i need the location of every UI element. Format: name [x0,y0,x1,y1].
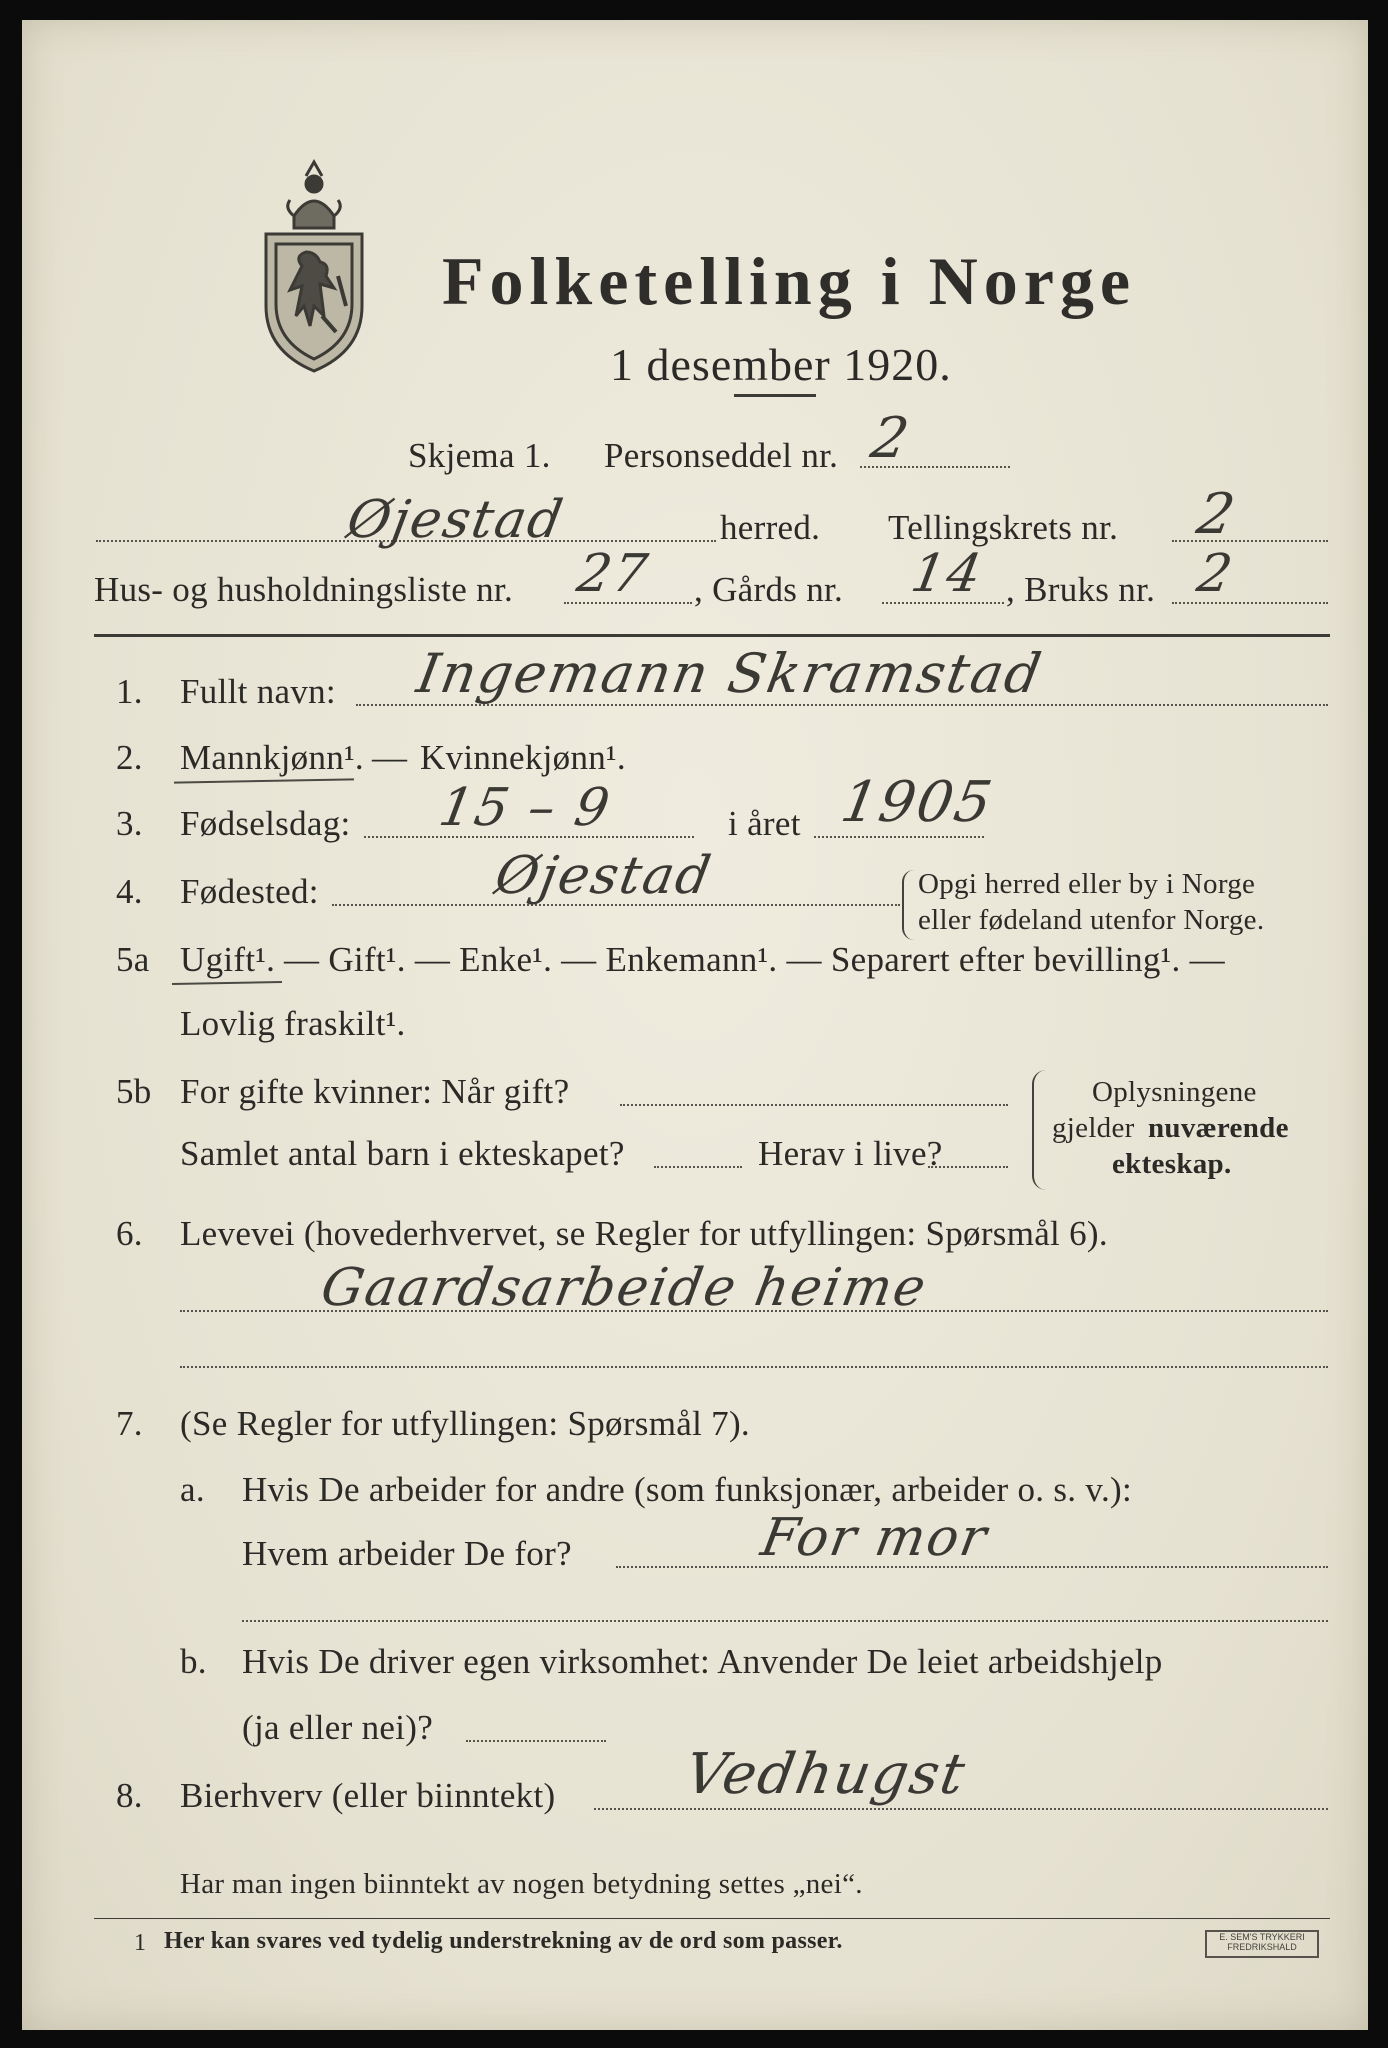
footnote-mark: 1 [134,1930,147,1956]
occupation-value: Gaardsarbeide heime [316,1258,932,1318]
q5a-unmarried-underline [172,981,282,985]
q5a-divorced-option[interactable]: Lovlig fraskilt¹. [180,1004,406,1043]
q5b-note-line3: ekteskap. [1112,1148,1232,1180]
children-count-field[interactable] [654,1166,742,1168]
q3-year-label: i året [728,804,801,843]
printer-stamp-line2: FREDRIKSHALD [1227,1942,1297,1952]
q5b-alive-label: Herav i live? [758,1134,943,1173]
q5b-note-line2a: gjelder [1052,1112,1135,1144]
census-form-sheet [22,20,1368,2030]
husholdning-value: 27 [572,544,654,604]
birthdate-value: 15 – 9 [434,778,616,838]
q6-label: Levevei (hovederhvervet, se Regler for utfyllingen: Spørsmål 6). [180,1214,1108,1253]
q7a-employer-label: Hvem arbeider De for? [242,1534,572,1573]
q7a-label: Hvis De arbeider for andre (som funksjonær, arbeider o. s. v.): [242,1470,1132,1509]
personseddel-value: 2 [866,406,916,471]
q4-note-line1: Opgi herred eller by i Norge [918,868,1256,900]
q5b-children-label: Samlet antal barn i ekteskapet? [180,1134,625,1173]
q5b-note-brace [1032,1070,1046,1190]
form-date: 1 desember 1920. [610,339,952,390]
bruks-label: , Bruks nr. [1006,570,1156,609]
q8-label: Bierhverv (eller biinntekt) [180,1776,556,1815]
q3-number: 3. [116,804,143,843]
side-income-value: Vedhugst [680,1742,972,1807]
bruks-value: 2 [1192,544,1239,604]
q4-number: 4. [116,872,143,911]
q8-number: 8. [116,1776,143,1815]
q7-label: (Se Regler for utfyllingen: Spørsmål 7). [180,1404,750,1443]
herred-label: herred. [720,508,821,547]
q7-number: 7. [116,1404,143,1443]
q5b-number: 5b [116,1072,152,1111]
gards-value: 14 [906,544,988,604]
q5b-note-line2b: nuværende [1148,1112,1289,1144]
q7b-label: Hvis De driver egen virksomhet: Anvender De leiet arbeidshjelp [242,1642,1163,1681]
footnote-text: Her kan svares ved tydelig understrekning av de ord som passer. [164,1928,843,1954]
occupation-field-line2[interactable] [180,1366,1328,1368]
birthplace-value: Øjestad [490,846,717,906]
q4-note-brace [902,870,914,940]
header-divider [94,634,1330,637]
form-title: Folketelling i Norge [442,243,1137,319]
q2-female-option[interactable]: Kvinnekjønn¹. [420,738,626,777]
q1-number: 1. [116,672,143,711]
q5b-married-label: For gifte kvinner: Når gift? [180,1072,570,1111]
q2-male-underline [174,778,354,783]
q6-number: 6. [116,1214,143,1253]
side-income-field[interactable] [594,1808,1328,1810]
printer-stamp-line1: E. SEM'S TRYKKERI [1219,1932,1305,1942]
q2-male-option[interactable]: Mannkjønn¹. [180,738,364,777]
herred-value: Øjestad [342,490,569,550]
q7b-letter: b. [180,1642,207,1681]
norwegian-coat-of-arms-icon [254,156,374,376]
q7a-letter: a. [180,1470,205,1509]
q4-note-line2: eller fødeland utenfor Norge. [918,904,1265,936]
q7b-yesno-label: (ja eller nei)? [242,1708,434,1747]
q3-label: Fødselsdag: [180,804,351,843]
title-divider [734,394,816,397]
q5a-unmarried-option[interactable]: Ugift¹. [180,940,276,979]
q2-separator: — [372,738,408,777]
q5b-note-line1: Oplysningene [1092,1076,1257,1108]
schema-label: Skjema 1. [408,436,551,475]
q8-note: Har man ingen biinntekt av nogen betydning settes „nei“. [180,1868,863,1900]
q2-number: 2. [116,738,143,777]
married-date-field[interactable] [620,1104,1008,1106]
gards-label: , Gårds nr. [694,570,844,609]
tellingskrets-label: Tellingskrets nr. [888,508,1119,547]
employer-value: For mor [756,1508,993,1568]
husholdning-label: Hus- og husholdningsliste nr. [94,570,513,609]
q1-label: Fullt navn: [180,672,336,711]
birthyear-value: 1905 [836,770,999,835]
q5a-number: 5a [116,940,150,979]
full-name-value: Ingemann Skramstad [412,642,1048,705]
birthyear-field[interactable] [814,836,984,838]
q4-label: Fødested: [180,872,319,911]
footnote-divider [94,1918,1330,1919]
tellingskrets-value: 2 [1192,482,1242,547]
q5a-other-options[interactable]: — Gift¹. — Enke¹. — Enkemann¹. — Separert efter bevilling¹. — [284,940,1225,979]
personseddel-label: Personseddel nr. [604,436,839,475]
employer-field-line2[interactable] [242,1620,1328,1622]
hired-help-field[interactable] [466,1740,606,1742]
printer-stamp [1205,1930,1319,1958]
children-alive-field[interactable] [928,1166,1008,1168]
